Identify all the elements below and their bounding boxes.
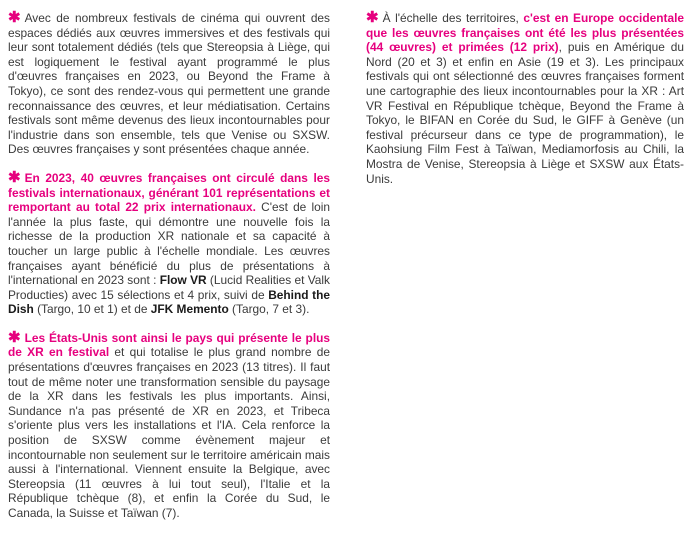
right-column bbox=[366, 11, 684, 200]
text-segment: , puis en Amérique du Nord (20 et 3) et enfin en Asie (19 et 3). Les principaux festivals qui ont sélectionné des œuvres françaises forment une cartographie des lieux incontournables pour la XR : Art VR Festival en République tchèque, Beyond the Frame à Tokyo, le BIFAN en Corée du Sud, le GIFF à Genève (un festival précurseur dans ce type de programmation), le Kaohsiung Film Fest à Taïwan, Mediamorfosis au Chili, la Mostra de Venise, Stereopsia à Liège et SXSW aux États-Unis. bbox=[366, 40, 684, 186]
asterisk-icon: ✱ bbox=[8, 168, 21, 186]
highlight-2023-stats: En 2023, 40 œuvres françaises ont circulé dans les festivals internationaux, générant 101 représentations et remportant au total 22 prix internationaux. bbox=[8, 170, 330, 215]
paragraph-intro-text: Avec de nombreux festivals de cinéma qui ouvrent des espaces dédiés aux œuvres immersives et des festivals qui leur sont totalement dédiés (tels que Stereopsia à Liège, qui est logiquement le festival ayant programmé le plus d'œuvres françaises en 2023, ou Beyond the Frame à Tokyo), ce sont des rendez-vous qui permettent une grande reconnaissance des œuvres, et leur médiatisation. Certains festivals sont même devenus des lieux incontournables pour l'industrie dans son ensemble, tels que Venise ou SXSW. Des œuvres françaises y sont présentées chaque année. bbox=[8, 11, 330, 157]
work-title-flow-vr: Flow VR bbox=[159, 273, 207, 288]
highlight-united-states: Les États-Unis sont ainsi le pays qui présente le plus de XR en festival bbox=[8, 330, 330, 360]
work-title-behind-the-dish: Behind the Dish bbox=[8, 287, 330, 317]
asterisk-icon: ✱ bbox=[8, 9, 21, 26]
paragraph-intro bbox=[8, 11, 330, 157]
work-title-jfk-memento: JFK Memento bbox=[150, 302, 229, 317]
paragraph-territories bbox=[366, 11, 684, 186]
text-segment: (Targo, 10 et 1) et de bbox=[33, 302, 151, 317]
text-segment: À l'échelle des territoires, bbox=[382, 11, 524, 25]
asterisk-icon: ✱ bbox=[366, 9, 379, 26]
text-segment: et qui totalise le plus grand nombre de présentations d'œuvres françaises en 2023 (13 titres). Il faut tout de même noter une transformation sensible du paysage de la XR dans les festivals les plus importants. Ainsi, Sundance n'a pas présenté de XR en 2023, et Tribeca s'oriente plus vers les installations et l'IA. Cela renforce la position de SXSW comme évènement majeur et incontournable non seulement sur le territoire américain mais aussi à l'international. Viennent ensuite la Belgique, avec Stereopsia (11 œuvres à lui tout seul), l'Italie et la République tchèque (8), et enfin la Corée du Sud, le Canada, la Suisse et Taïwan (7). bbox=[8, 345, 330, 520]
text-segment: (Lucid Realities et Valk Producties) avec 15 sélections et 4 prix, suivi de bbox=[8, 273, 330, 302]
text-segment: C'est de loin l'année la plus faste, qui démontre une nouvelle fois la richesse de la production XR nationale et sa capacité à toucher un large public à l'échelle mondiale. Les œuvres françaises ayant bénéficié du plus de présentations à l'international en 2023 sont : bbox=[8, 200, 331, 288]
paragraph-united-states bbox=[8, 328, 330, 521]
highlight-europe: c'est en Europe occidentale que les œuvres françaises ont été les plus présentées (44 œuvres) et primées (12 prix) bbox=[366, 11, 684, 55]
left-column bbox=[8, 11, 330, 535]
paragraph-2023-stats bbox=[8, 168, 331, 317]
asterisk-icon: ✱ bbox=[8, 328, 21, 346]
text-segment: (Targo, 7 et 3). bbox=[228, 302, 310, 317]
